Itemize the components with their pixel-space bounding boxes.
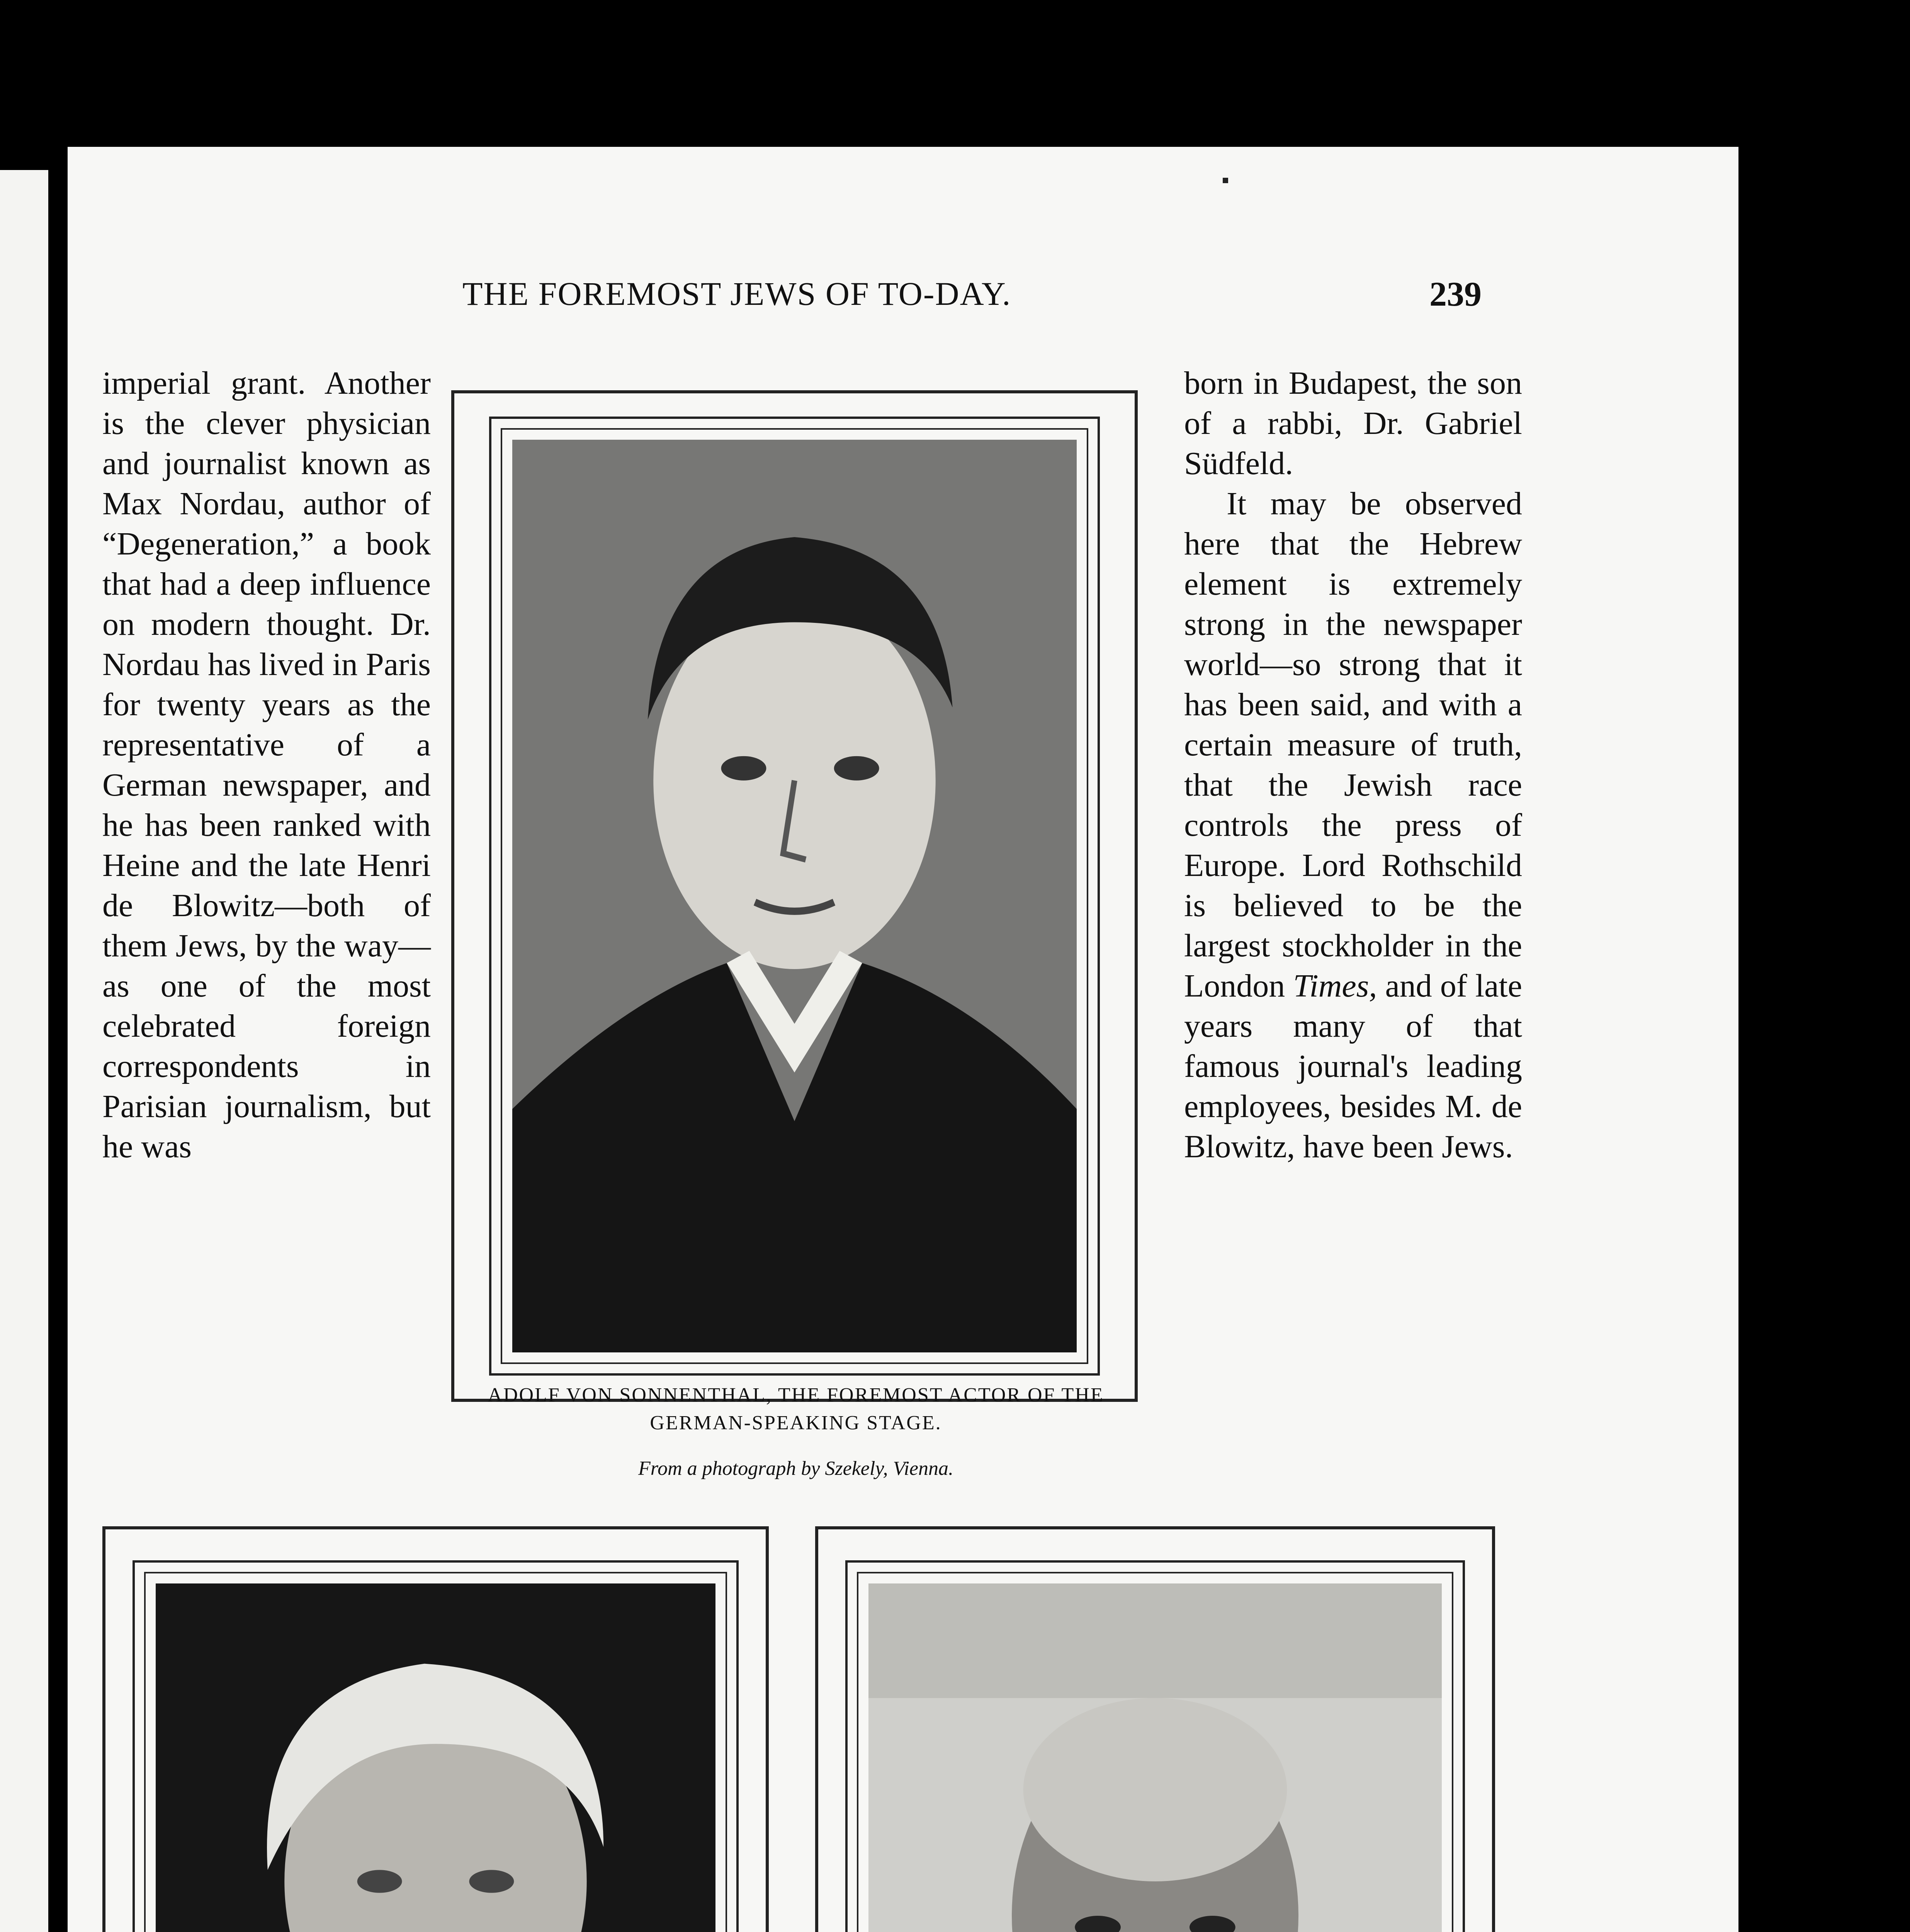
page-header bbox=[68, 274, 1738, 321]
right-column-paragraph-1: born in Budapest, the son of a rabbi, Dr. Gabriel Südfeld. bbox=[1184, 365, 1522, 481]
print-speck bbox=[1223, 178, 1228, 183]
portrait-photo-sonnenthal bbox=[512, 440, 1077, 1352]
portrait-frame-bottom-right bbox=[815, 1526, 1495, 1932]
portrait-photo-nordau bbox=[156, 1583, 715, 1932]
adjacent-page-edge bbox=[0, 170, 48, 1932]
page-number: 239 bbox=[1429, 275, 1482, 313]
magazine-page bbox=[68, 147, 1738, 1932]
right-text-column bbox=[1184, 363, 1522, 1167]
left-text-column bbox=[102, 363, 431, 1167]
caption-top: ADOLF VON SONNENTHAL, THE FOREMOST ACTOR OF THE GERMAN-SPEAKING STAGE. bbox=[488, 1384, 1104, 1434]
running-title: THE FOREMOST JEWS OF TO-DAY. bbox=[462, 275, 1011, 312]
credit-top: From a photograph by Szekely, Vienna. bbox=[638, 1458, 953, 1480]
portrait-frame-bottom-left bbox=[102, 1526, 769, 1932]
paragraph-text: It may be observed here that the Hebrew element is extremely strong in the newspaper world—so strong that it has been said, and with a certain measure of truth, that the Jewish race controls the press of Europe. Lord Rothschild is believed to be the largest stockholder in the London bbox=[1184, 486, 1522, 1004]
portrait-photo-von-eis bbox=[868, 1583, 1442, 1932]
right-column-paragraph-2 bbox=[1184, 484, 1522, 1167]
italic-newspaper-title: Times, bbox=[1293, 968, 1377, 1004]
portrait-frame-top bbox=[451, 390, 1138, 1402]
left-column-paragraph: imperial grant. Another is the clever physician and journalist known as Max Nordau, author of “Degeneration,” a book that had a deep influence on modern thought. Dr. Nordau has lived in Paris for twenty years as the representative of a German newspaper, and he has been ranked with Heine and the late Henri de Blowitz—both of them Jews, by the way—as one of the most celebrated foreign correspondents in Parisian journalism, but he was bbox=[102, 365, 431, 1165]
paragraph-text: and of late years many of that famous journal's leading employees, besides M. de Blowitz, have been Jews. bbox=[1184, 968, 1522, 1165]
